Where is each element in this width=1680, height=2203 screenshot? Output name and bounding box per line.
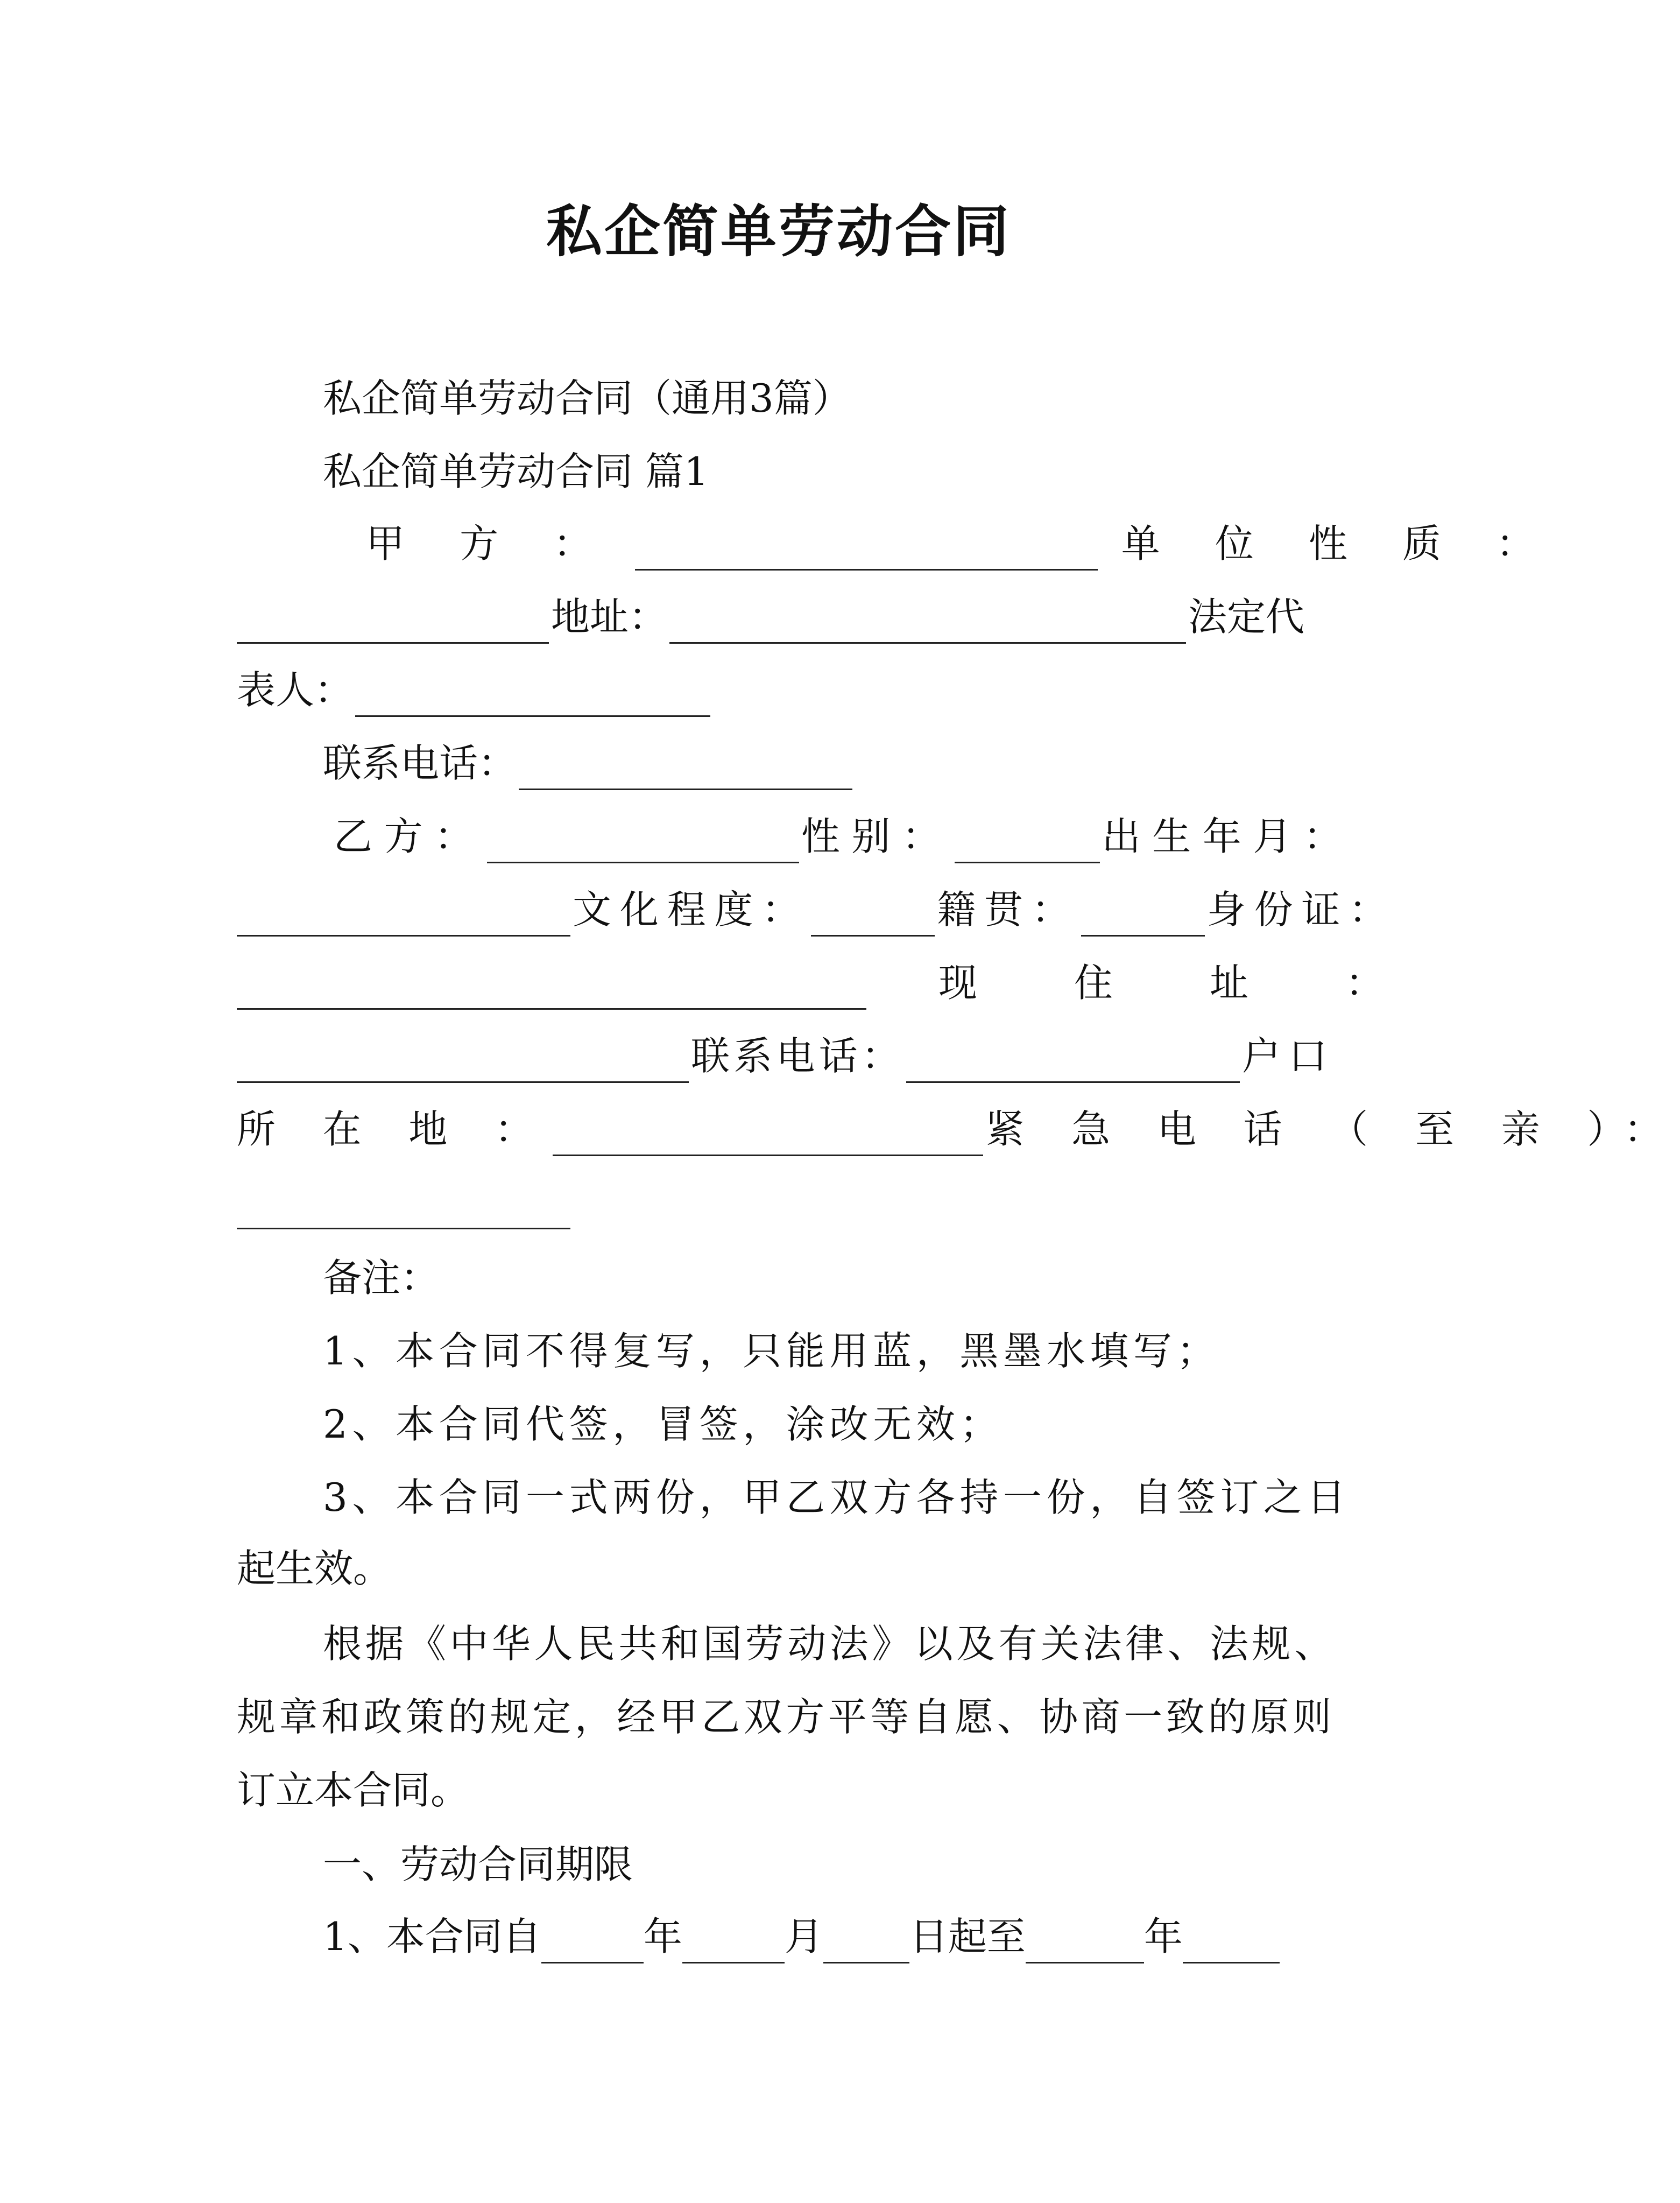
- address-field[interactable]: [669, 601, 1186, 644]
- start-month-field[interactable]: [682, 1921, 785, 1963]
- label-year-2: 年: [1143, 1914, 1183, 1959]
- label-month: 月: [784, 1914, 823, 1959]
- term-row: [323, 1910, 1280, 1963]
- unit-nature-field[interactable]: [237, 601, 549, 644]
- term-prefix: 1、本合同自: [323, 1914, 541, 1959]
- party-a-phone-row: [323, 736, 855, 790]
- label-unit-nature: 单 位 性 质 ：: [1121, 521, 1556, 566]
- label-party-b-phone: 联系电话：: [691, 1033, 905, 1079]
- note-item-3-cont: 起生效。: [237, 1546, 392, 1591]
- part-heading: 私企简单劳动合同 篇1: [323, 449, 709, 494]
- edu-row: [237, 883, 1396, 937]
- label-emergency: 紧 急 电 话 （ 至 亲 ）：: [985, 1107, 1680, 1152]
- label-origin: 籍贯：: [937, 887, 1079, 932]
- emergency-phone-field[interactable]: [237, 1187, 570, 1229]
- label-day-from: 日起至: [909, 1914, 1026, 1959]
- label-party-b: 乙方：: [334, 814, 485, 859]
- section-1-heading: 一、劳动合同期限: [323, 1842, 633, 1887]
- party-a-row: [366, 517, 1556, 571]
- party-b-name-field[interactable]: [487, 821, 799, 863]
- address-row: [237, 590, 1304, 644]
- hukou-field[interactable]: [553, 1114, 983, 1156]
- end-month-field[interactable]: [1183, 1921, 1280, 1963]
- legal-rep-field[interactable]: [355, 674, 710, 717]
- label-gender: 性别：: [801, 814, 952, 859]
- start-year-field[interactable]: [541, 1921, 644, 1963]
- label-hukou-2: 所 在 地 ：: [237, 1107, 551, 1152]
- label-hukou-1: 户口: [1242, 1033, 1335, 1079]
- label-address: 地址：: [551, 594, 668, 639]
- birth-field[interactable]: [237, 894, 570, 937]
- label-year: 年: [643, 1914, 682, 1959]
- notes-heading: 备注：: [323, 1255, 440, 1300]
- party-a-phone-field[interactable]: [519, 748, 852, 790]
- origin-field[interactable]: [1081, 894, 1205, 937]
- label-party-a: 甲 方 ：: [366, 521, 613, 566]
- note-item-1: 1、本合同不得复写，只能用蓝，黑墨水填写；: [323, 1328, 1220, 1374]
- start-day-field[interactable]: [823, 1921, 909, 1963]
- party-b-phone-row: [237, 1029, 1335, 1083]
- label-birth: 出生年月：: [1102, 814, 1354, 859]
- education-field[interactable]: [811, 894, 935, 937]
- hukou-row: [237, 1102, 1680, 1156]
- label-legal-rep-1: 法定代: [1188, 594, 1305, 639]
- note-item-2: 2、本合同代签，冒签，涂改无效；: [323, 1402, 1004, 1447]
- preamble-line-1: 根据《中华人民共和国劳动法》以及有关法律、法规、: [323, 1621, 1337, 1666]
- legal-rep-row: [237, 663, 712, 717]
- subtitle: 私企简单劳动合同（通用3篇）: [323, 376, 851, 421]
- preamble-line-3: 订立本合同。: [237, 1768, 470, 1813]
- preamble-line-2: 规章和政策的规定，经甲乙双方平等自愿、协商一致的原则: [237, 1694, 1335, 1740]
- emergency-row: [237, 1176, 573, 1229]
- residence-row: [237, 956, 1413, 1010]
- id-field[interactable]: [237, 967, 866, 1010]
- note-item-3: 3、本合同一式两份，甲乙双方各持一份，自签订之日: [323, 1475, 1351, 1520]
- party-a-name-field[interactable]: [635, 528, 1098, 571]
- residence-field[interactable]: [237, 1040, 689, 1083]
- label-residence: 现 住 址 ：: [938, 960, 1414, 1005]
- end-year-field[interactable]: [1026, 1921, 1144, 1963]
- gender-field[interactable]: [955, 821, 1100, 863]
- label-legal-rep-2: 表人：: [237, 667, 354, 713]
- party-b-phone-field[interactable]: [906, 1040, 1240, 1083]
- label-education: 文化程度：: [573, 887, 809, 932]
- label-id: 身份证：: [1206, 887, 1396, 932]
- label-party-a-phone: 联系电话：: [323, 741, 517, 786]
- party-b-row: [334, 810, 1354, 863]
- document-title: 私企简单劳动合同: [546, 198, 1011, 264]
